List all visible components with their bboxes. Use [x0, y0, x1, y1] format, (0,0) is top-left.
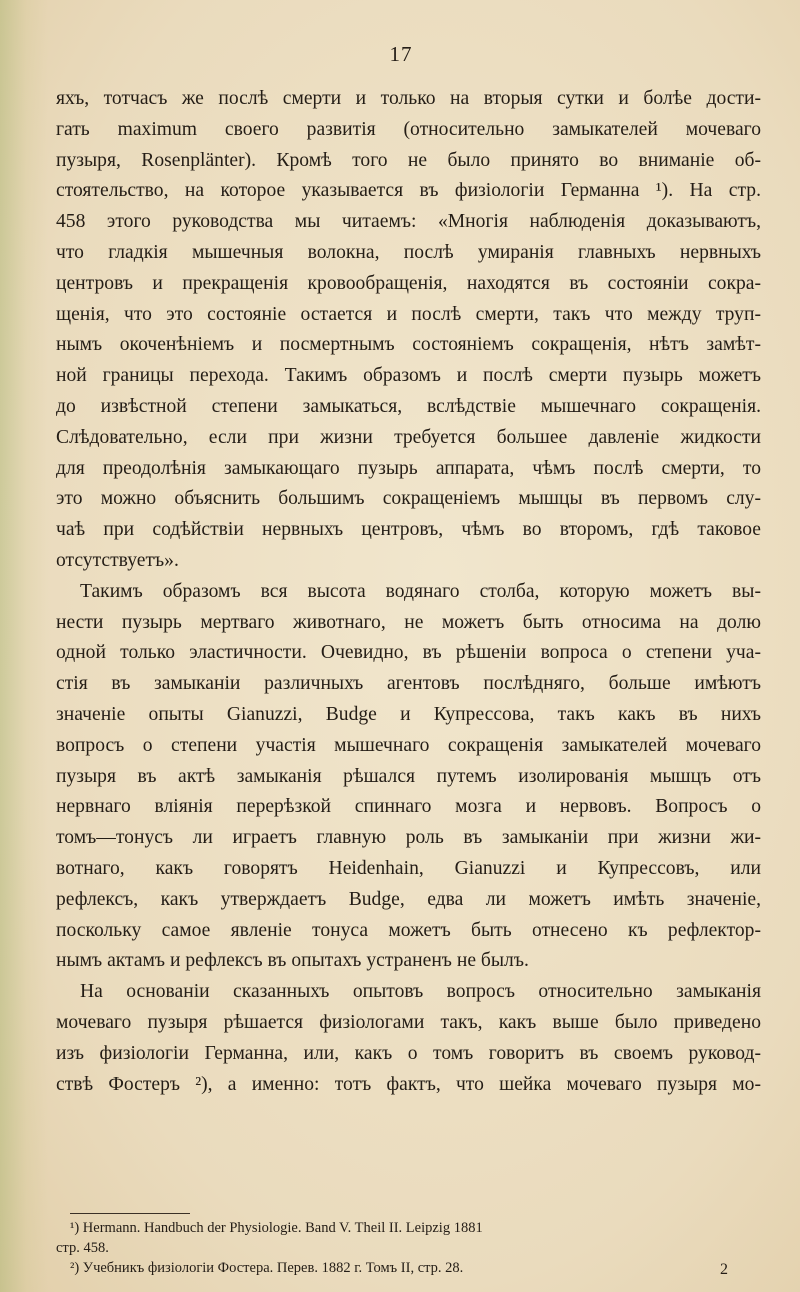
body-text: [56, 84, 761, 1100]
text-line: нымъ актамъ и рефлексъ въ опытахъ устраненъ не былъ.: [56, 950, 529, 972]
text-line: гать maximum своего развитія (относительно замыкателей мочеваго: [56, 118, 761, 140]
text-line: рефлексъ, какъ утверждаетъ Budge, едва ли можетъ имѣть значеніе,: [56, 888, 761, 910]
footnote-divider: [70, 1213, 190, 1214]
footnote-1: ¹) Hermann. Handbuch der Physiologie. Band V. Theil II. Leipzig 1881: [70, 1220, 483, 1236]
text-line: одной только эластичности. Очевидно, въ рѣшеніи вопроса о степени уча-: [56, 642, 761, 664]
paragraph-start: Такимъ образомъ вся высота водянаго столба, которую можетъ вы-: [80, 580, 761, 602]
text-line: вопросъ о степени участія мышечнаго сокращенія замыкателей мочеваго: [56, 734, 761, 756]
text-line: центровъ и прекращенія кровообращенія, находятся въ состояніи сокра-: [56, 272, 761, 294]
text-line: стія въ замыканіи различныхъ агентовъ послѣдняго, больше имѣютъ: [56, 673, 761, 695]
page-edge-shadow: [0, 0, 48, 1292]
page-number: 17: [389, 42, 413, 66]
footnote-2: ²) Учебникъ физіологіи Фостера. Перев. 1882 г. Томъ II, стр. 28.: [70, 1260, 464, 1276]
text-line: 458 этого руководства мы читаемъ: «Многія наблюденія доказываютъ,: [56, 211, 761, 233]
text-line: для преодолѣнія замыкающаго пузырь аппарата, чѣмъ послѣ смерти, то: [56, 457, 761, 479]
text-line: пузыря въ актѣ замыканія рѣшался путемъ изолированія мышцъ отъ: [56, 765, 761, 787]
text-line: поскольку самое явленіе тонуса можетъ быть отнесено къ рефлектор-: [56, 919, 761, 941]
text-line: пузыря, Rosenplänter). Кромѣ того не было принято во вниманіе об-: [56, 149, 761, 171]
paragraph-start: На основаніи сказанныхъ опытовъ вопросъ относительно замыканія: [80, 981, 761, 1003]
text-line: нервнаго вліянія перерѣзкой спиннаго мозга и нервовъ. Вопросъ о: [56, 796, 761, 818]
text-line: нымъ окоченѣніемъ и посмертнымъ состояніемъ сокращенія, нѣтъ замѣт-: [56, 334, 761, 356]
footnotes: [56, 1218, 761, 1278]
text-line: ной границы перехода. Такимъ образомъ и послѣ смерти пузырь можетъ: [56, 365, 761, 387]
text-line: значеніе опыты Gianuzzi, Budge и Купрессова, такъ какъ въ нихъ: [56, 703, 761, 725]
text-line: чаѣ при содѣйствіи нервныхъ центровъ, чѣмъ во второмъ, гдѣ таковое: [56, 519, 761, 541]
text-line: стоятельство, на которое указывается въ физіологіи Германна ¹). На стр.: [56, 180, 761, 202]
text-line: это можно объяснить большимъ сокращеніемъ мышцы въ первомъ слу-: [56, 488, 761, 510]
text-line: отсутствуетъ».: [56, 549, 179, 571]
footnote-1-continuation: стр. 458.: [56, 1240, 109, 1256]
signature-mark: 2: [720, 1261, 728, 1278]
text-line: томъ—тонусъ ли играетъ главную роль въ замыканіи при жизни жи-: [56, 827, 761, 849]
text-line: вотнаго, какъ говорятъ Heidenhain, Gianuzzi и Купрессовъ, или: [56, 857, 761, 879]
text-line: ствѣ Фостеръ ²), а именно: тотъ фактъ, что шейка мочеваго пузыря мо-: [56, 1073, 761, 1095]
text-line: Слѣдовательно, если при жизни требуется большее давленіе жидкости: [56, 426, 761, 448]
text-line: яхъ, тотчасъ же послѣ смерти и только на вторыя сутки и болѣе дости-: [56, 88, 761, 109]
text-line: мочеваго пузыря рѣшается физіологами такъ, какъ выше было приведено: [56, 1011, 761, 1033]
text-line: что гладкія мышечныя волокна, послѣ умиранія главныхъ нервныхъ: [56, 241, 761, 263]
text-line: до извѣстной степени замыкаться, вслѣдствіе мышечнаго сокращенія.: [56, 395, 761, 417]
text-line: щенія, что это состояніе остается и послѣ смерти, такъ что между труп-: [56, 303, 761, 325]
text-line: изъ физіологіи Германна, или, какъ о томъ говоритъ въ своемъ руковод-: [56, 1042, 761, 1064]
text-line: нести пузырь мертваго животнаго, не можетъ быть относима на долю: [56, 611, 761, 633]
